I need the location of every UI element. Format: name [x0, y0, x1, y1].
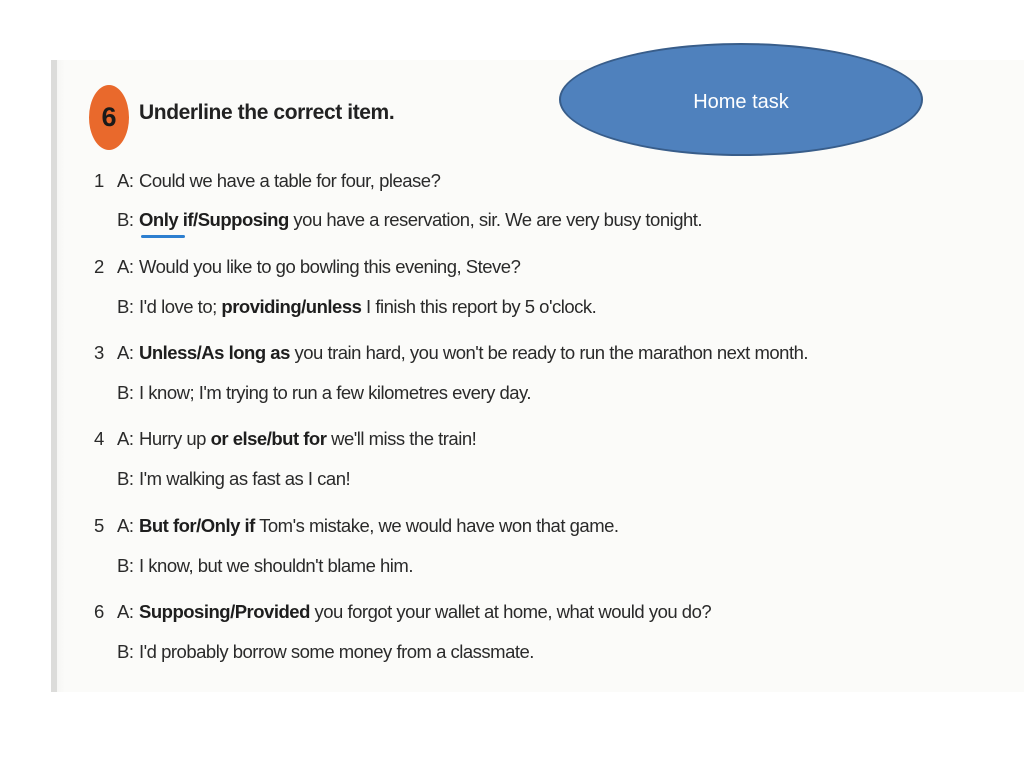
choice-text: Only if/Supposing — [139, 209, 289, 230]
choice-text: But for/Only if — [139, 515, 255, 536]
item-3-line-b — [117, 382, 532, 404]
line-text: I'm walking as fast as I can! — [139, 468, 351, 489]
line-text: Would you like to go bowling this evening, Steve? — [139, 256, 521, 277]
item-4-line-a — [94, 428, 477, 450]
speaker-label: A: — [117, 342, 134, 363]
line-text: we'll miss the train! — [326, 428, 477, 449]
line-text: you train hard, you won't be ready to run the marathon next month. — [289, 342, 809, 363]
item-1-line-a — [94, 170, 441, 192]
underline-answer-mark — [141, 235, 185, 238]
speaker-label: B: — [117, 555, 134, 576]
line-text: you forgot your wallet at home, what would you do? — [309, 601, 712, 622]
item-number: 1 — [94, 170, 104, 191]
item-1-line-b — [117, 209, 703, 231]
item-2-line-a — [94, 256, 521, 278]
item-number: 4 — [94, 428, 104, 449]
item-number: 5 — [94, 515, 104, 536]
speaker-label: B: — [117, 209, 134, 230]
page-edge-shadow — [51, 60, 57, 692]
home-task-callout — [559, 43, 923, 156]
line-text: I know; I'm trying to run a few kilometres every day. — [139, 382, 532, 403]
speaker-label: A: — [117, 170, 134, 191]
item-number: 6 — [94, 601, 104, 622]
speaker-label: B: — [117, 382, 134, 403]
speaker-label: B: — [117, 468, 134, 489]
item-2-line-b — [117, 296, 597, 318]
exercise-title: Underline the correct item. — [139, 101, 395, 124]
line-text: Tom's mistake, we would have won that game. — [254, 515, 619, 536]
speaker-label: A: — [117, 601, 134, 622]
exercise-number-badge: 6 — [89, 85, 129, 150]
scanned-textbook-page — [51, 60, 1024, 692]
line-text: I'd probably borrow some money from a classmate. — [139, 641, 534, 662]
choice-text: or else/but for — [210, 428, 327, 449]
speaker-label: B: — [117, 296, 134, 317]
line-text: Could we have a table for four, please? — [139, 170, 441, 191]
line-text: I finish this report by 5 o'clock. — [361, 296, 597, 317]
line-text: you have a reservation, sir. We are very busy tonight. — [288, 209, 703, 230]
speaker-label: A: — [117, 515, 134, 536]
item-number: 2 — [94, 256, 104, 277]
item-number: 3 — [94, 342, 104, 363]
line-text: I'd love to; — [139, 296, 222, 317]
speaker-label: B: — [117, 641, 134, 662]
item-4-line-b — [117, 468, 351, 490]
choice-text: providing/unless — [221, 296, 362, 317]
item-5-line-b — [117, 555, 413, 577]
item-6-line-a — [94, 601, 712, 623]
item-3-line-a — [94, 342, 809, 364]
home-task-label: Home task — [693, 91, 789, 113]
line-text: Hurry up — [139, 428, 211, 449]
item-5-line-a — [94, 515, 619, 537]
choice-text: Supposing/Provided — [139, 601, 310, 622]
line-text: I know, but we shouldn't blame him. — [139, 555, 413, 576]
choice-text: Unless/As long as — [139, 342, 290, 363]
item-6-line-b — [117, 641, 534, 663]
speaker-label: A: — [117, 428, 134, 449]
speaker-label: A: — [117, 256, 134, 277]
